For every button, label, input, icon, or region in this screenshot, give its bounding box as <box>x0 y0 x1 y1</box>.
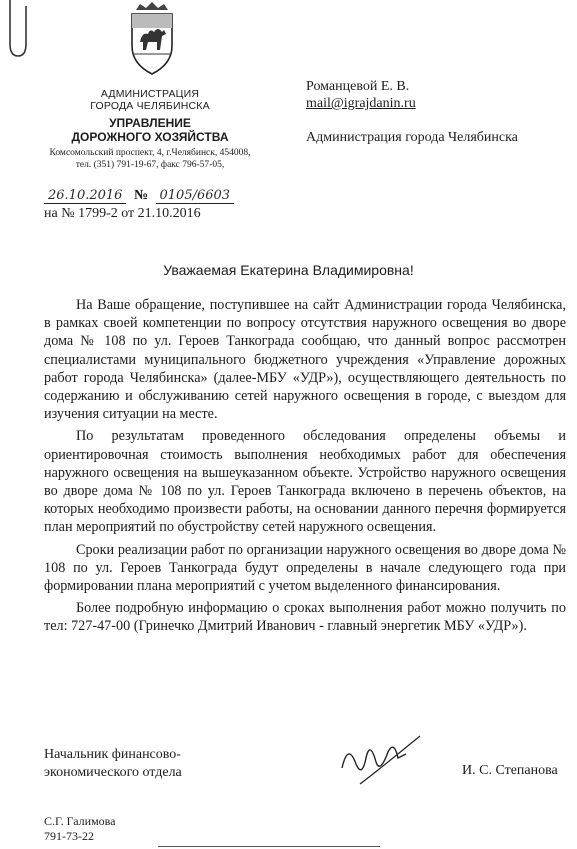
reference-line: на № 1799-2 от 21.10.2016 <box>44 206 201 221</box>
executor-name: С.Г. Галимова <box>44 814 116 828</box>
signatory-title-line-1: Начальник финансово- <box>44 747 181 762</box>
letter-body <box>44 296 566 640</box>
signatory-title <box>44 746 182 782</box>
signatory-name: И. С. Степанова <box>462 763 558 778</box>
dept-line-2: ДОРОЖНОГО ХОЗЯЙСТВА <box>71 130 229 144</box>
registration-line <box>44 188 284 204</box>
paragraph-4: Более подробную информацию о сроках выполнения работ можно получить по тел: 727-47-00 (Гринечко Дмитрий Иванович - главный энергетик МБУ «УДР»). <box>44 600 566 635</box>
executor-block <box>44 814 116 844</box>
greeting: Уважаемая Екатерина Владимировна! <box>163 262 414 278</box>
executor-phone: 791-73-22 <box>44 829 94 843</box>
paper-clip-icon <box>6 0 30 60</box>
registration-number: 0105/6603 <box>156 188 235 204</box>
footer-divider <box>158 846 380 847</box>
recipient-name: Романцевой Е. В. <box>306 79 410 94</box>
number-sign: № <box>133 188 149 203</box>
recipient-email[interactable]: mail@igrajdanin.ru <box>306 96 416 111</box>
recipient-block <box>306 78 518 146</box>
address: Комсомольский проспект, 4, г.Челябинск, 454008, <box>49 148 251 158</box>
dept-line-1: УПРАВЛЕНИЕ <box>109 116 191 130</box>
admin-line-1: АДМИНИСТРАЦИЯ <box>100 88 200 100</box>
registration-date: 26.10.2016 <box>44 188 126 204</box>
paragraph-1: На Ваше обращение, поступившее на сайт Администрации города Челябинска, в рамках своей компетенции по вопросу отсутствия наружного освещения во дворе дома № 108 по ул. Героев Танкограда сообщаю, что данный вопрос рассмотрен специалистами муниципального бюджетного учреждения «Управление дорожных работ города Челябинска» (далее-МБУ «УДР»), осуществляющего деятельность по содержанию и обслуживанию сетей наружного освещения в городе, с выездом для изучения ситуации на месте. <box>44 297 566 423</box>
signatory-title-line-2: экономического отдела <box>44 765 182 780</box>
paragraph-2: По результатам проведенного обследования определены объемы и ориентировочная стоимость выполнения необходимых работ для обеспечения наружного освещения на вышеуказанном объекте. Устройство наружного освещения во дворе дома № 108 по ул. Героев Танкограда включено в перечень объектов, на которых необходимо произвести работы, на основании данного перечня формируется план мероприятий по обустройству сетей наружного освещения. <box>44 428 566 536</box>
handwritten-signature <box>336 728 426 788</box>
phone: тел. (351) 791-19-67, факс 796-57-05, <box>75 160 225 170</box>
letterhead <box>30 88 270 171</box>
recipient-organization: Администрация города Челябинска <box>306 130 518 145</box>
paragraph-3: Сроки реализации работ по организации наружного освещения во дворе дома № 108 по ул. Героев Танкограда будут определены в начале следующего года при формировании плана мероприятий с учетом выделенного финансирования. <box>44 541 566 595</box>
coat-of-arms-icon <box>124 2 180 78</box>
admin-line-2: ГОРОДА ЧЕЛЯБИНСКА <box>90 100 210 112</box>
